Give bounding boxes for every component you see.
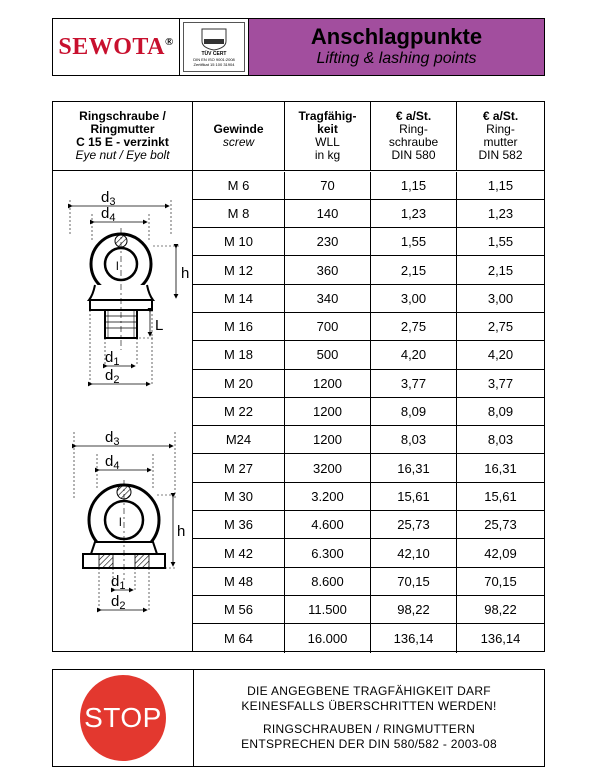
cell-wll: 3.200 bbox=[285, 483, 371, 510]
cell-thread: M 18 bbox=[193, 341, 285, 368]
col-header-wll-line: WLL bbox=[315, 135, 340, 149]
cell-din582: 42,09 bbox=[484, 545, 517, 561]
cell-din582: 25,73 bbox=[484, 517, 517, 533]
cell-din580: 136,14 bbox=[371, 624, 457, 652]
cell-thread: M 64 bbox=[193, 624, 285, 652]
norm-line-1: RINGSCHRAUBEN / RINGMUTTERN bbox=[262, 722, 476, 736]
cell-din580: 1,23 bbox=[371, 200, 457, 227]
col-header-product-line: Ringschraube / bbox=[79, 109, 166, 123]
cell-wll: 1200 bbox=[285, 426, 371, 453]
cell-din580: 70,15 bbox=[371, 568, 457, 595]
warning-notice bbox=[194, 670, 544, 766]
col-header-din580-line: € a/St. bbox=[395, 109, 432, 123]
cell-din580: 8,09 bbox=[371, 398, 457, 425]
cell-thread: M24 bbox=[193, 426, 285, 453]
eye-bolt-eye-nut-drawing bbox=[53, 170, 192, 652]
label-d4-nut: $d_4$ bbox=[105, 453, 120, 472]
table-row bbox=[193, 285, 545, 313]
table-body bbox=[193, 172, 545, 653]
table-row bbox=[193, 228, 545, 256]
page-subtitle: Lifting & lashing points bbox=[316, 50, 477, 67]
cell-thread: M 6 bbox=[193, 172, 285, 199]
table-row bbox=[193, 568, 545, 596]
cell-din580: 2,75 bbox=[371, 313, 457, 340]
label-h: h bbox=[181, 265, 190, 282]
cell-wll: 700 bbox=[285, 313, 371, 340]
page-header bbox=[52, 18, 545, 76]
label-d1: $d_1$ bbox=[105, 349, 120, 368]
table-row bbox=[193, 398, 545, 426]
col-header-din582-line: Ring- bbox=[486, 122, 515, 136]
col-header-wll-line: keit bbox=[317, 122, 338, 136]
technical-drawings bbox=[53, 170, 193, 652]
cell-din582: 15,61 bbox=[484, 488, 517, 504]
cell-din582: 3,00 bbox=[487, 290, 514, 306]
cert-line-1: DIN EN ISO 9001:2008 bbox=[193, 57, 235, 62]
cell-din580: 3,00 bbox=[371, 285, 457, 312]
label-d1-nut: $d_1$ bbox=[111, 573, 126, 592]
col-header-din580 bbox=[371, 102, 457, 170]
table-row bbox=[193, 256, 545, 284]
title-box bbox=[249, 19, 544, 75]
cell-thread: M 56 bbox=[193, 596, 285, 623]
table-row bbox=[193, 511, 545, 539]
col-header-wll bbox=[285, 102, 371, 170]
warning-text bbox=[241, 684, 496, 714]
brand-name bbox=[58, 34, 173, 61]
table-row bbox=[193, 596, 545, 624]
col-header-thread-line: Gewinde bbox=[213, 122, 264, 136]
label-d2: $d_2$ bbox=[105, 367, 120, 386]
col-header-din580-line: schraube bbox=[388, 135, 439, 149]
cell-wll: 1200 bbox=[285, 370, 371, 397]
label-h-nut: h bbox=[177, 523, 186, 540]
cell-din582: 8,09 bbox=[487, 404, 514, 420]
tuv-cert-box bbox=[183, 22, 245, 72]
cell-thread: M 22 bbox=[193, 398, 285, 425]
table-row bbox=[193, 370, 545, 398]
brand-logo bbox=[53, 19, 180, 75]
table-row bbox=[193, 539, 545, 567]
table-row bbox=[193, 454, 545, 482]
cert-label: TÜV CERT bbox=[201, 51, 227, 57]
label-L: L bbox=[155, 317, 164, 334]
cell-din580: 25,73 bbox=[371, 511, 457, 538]
col-header-din582-line: DIN 582 bbox=[478, 148, 523, 162]
cell-wll: 230 bbox=[285, 228, 371, 255]
cell-din582: 16,31 bbox=[484, 460, 517, 476]
label-d4: $d_4$ bbox=[101, 205, 116, 224]
stop-sign-icon bbox=[80, 675, 166, 761]
warning-line-2: KEINESFALLS ÜBERSCHRITTEN WERDEN! bbox=[241, 699, 497, 713]
cell-din582: 3,77 bbox=[487, 375, 514, 391]
cell-din580: 16,31 bbox=[371, 454, 457, 481]
cell-din582: 2,15 bbox=[487, 262, 514, 278]
cell-wll: 70 bbox=[285, 172, 371, 199]
col-header-wll-line: in kg bbox=[314, 148, 341, 162]
cell-thread: M 8 bbox=[193, 200, 285, 227]
cell-din582: 2,75 bbox=[487, 319, 514, 335]
cell-thread: M 27 bbox=[193, 454, 285, 481]
product-table bbox=[52, 101, 545, 652]
norm-line-2: ENTSPRECHEN DER DIN 580/582 - 2003-08 bbox=[241, 737, 497, 751]
cell-din580: 8,03 bbox=[371, 426, 457, 453]
cell-wll: 16.000 bbox=[285, 624, 371, 652]
cell-din580: 3,77 bbox=[371, 370, 457, 397]
cell-din582: 136,14 bbox=[480, 630, 521, 646]
cell-din580: 15,61 bbox=[371, 483, 457, 510]
cell-thread: M 14 bbox=[193, 285, 285, 312]
col-header-product bbox=[53, 102, 193, 170]
cell-wll: 4.600 bbox=[285, 511, 371, 538]
cell-din582: 1,23 bbox=[487, 205, 514, 221]
eye-nut-drawing bbox=[74, 429, 185, 612]
page-title: Anschlagpunkte bbox=[310, 24, 483, 49]
cell-din580: 2,15 bbox=[371, 256, 457, 283]
cell-thread: M 30 bbox=[193, 483, 285, 510]
col-header-product-line: Ringmutter bbox=[90, 122, 155, 136]
col-header-product-line: Eye nut / Eye bolt bbox=[75, 148, 170, 162]
stop-sign-cell bbox=[53, 670, 194, 766]
label-d3-nut: $d_3$ bbox=[105, 429, 120, 448]
table-row bbox=[193, 624, 545, 652]
cell-wll: 140 bbox=[285, 200, 371, 227]
cell-thread: M 48 bbox=[193, 568, 285, 595]
cell-din582: 4,20 bbox=[487, 347, 514, 363]
cell-din580: 1,55 bbox=[371, 228, 457, 255]
col-header-din582-line: € a/St. bbox=[482, 109, 519, 123]
col-header-product-line: C 15 E - verzinkt bbox=[76, 135, 169, 149]
label-d3: $d_3$ bbox=[101, 189, 116, 208]
cell-din582: 98,22 bbox=[484, 602, 517, 618]
cell-din580: 98,22 bbox=[371, 596, 457, 623]
warning-line-1: DIE ANGEGBENE TRAGFÄHIGKEIT DARF bbox=[247, 684, 491, 698]
col-header-din580-line: Ring- bbox=[399, 122, 428, 136]
cell-wll: 360 bbox=[285, 256, 371, 283]
cell-wll: 500 bbox=[285, 341, 371, 368]
cell-thread: M 10 bbox=[193, 228, 285, 255]
stop-text: STOP bbox=[84, 702, 162, 733]
table-row bbox=[193, 172, 545, 200]
cell-din580: 4,20 bbox=[371, 341, 457, 368]
label-d2-nut: $d_2$ bbox=[111, 593, 126, 612]
table-row bbox=[193, 200, 545, 228]
cell-din582: 8,03 bbox=[487, 432, 514, 448]
cell-thread: M 36 bbox=[193, 511, 285, 538]
col-header-thread bbox=[193, 102, 285, 170]
cell-wll: 3200 bbox=[285, 454, 371, 481]
cell-thread: M 16 bbox=[193, 313, 285, 340]
cell-din580: 42,10 bbox=[371, 539, 457, 566]
col-header-thread-line: screw bbox=[222, 135, 255, 149]
table-row bbox=[193, 483, 545, 511]
table-row bbox=[193, 313, 545, 341]
warning-footer bbox=[52, 669, 545, 767]
cell-thread: M 12 bbox=[193, 256, 285, 283]
cell-wll: 1200 bbox=[285, 398, 371, 425]
tuv-cert-badge bbox=[180, 19, 249, 75]
brand-text: SEWOTA bbox=[58, 33, 165, 60]
cert-line-2: Zertifikat 15 100 31904 bbox=[193, 62, 235, 67]
col-header-din582-line: mutter bbox=[483, 135, 518, 149]
label-l-nut: l bbox=[119, 515, 122, 529]
label-l: l bbox=[116, 259, 119, 273]
registered-mark: ® bbox=[164, 35, 174, 48]
col-header-wll-line: Tragfähig- bbox=[298, 109, 357, 123]
cell-wll: 340 bbox=[285, 285, 371, 312]
cell-wll: 8.600 bbox=[285, 568, 371, 595]
norm-text bbox=[241, 722, 497, 752]
cell-din582: 70,15 bbox=[484, 573, 517, 589]
tuv-shield-icon bbox=[199, 27, 229, 51]
cell-thread: M 42 bbox=[193, 539, 285, 566]
cell-din580: 1,15 bbox=[371, 172, 457, 199]
table-row bbox=[193, 426, 545, 454]
eye-bolt-drawing bbox=[70, 189, 189, 386]
cell-din582: 1,55 bbox=[487, 234, 514, 250]
cell-wll: 6.300 bbox=[285, 539, 371, 566]
cell-wll: 11.500 bbox=[285, 596, 371, 623]
col-header-din580-line: DIN 580 bbox=[391, 148, 436, 162]
cell-din582: 1,15 bbox=[487, 177, 514, 193]
col-header-din582 bbox=[457, 102, 544, 170]
table-row bbox=[193, 341, 545, 369]
cell-thread: M 20 bbox=[193, 370, 285, 397]
